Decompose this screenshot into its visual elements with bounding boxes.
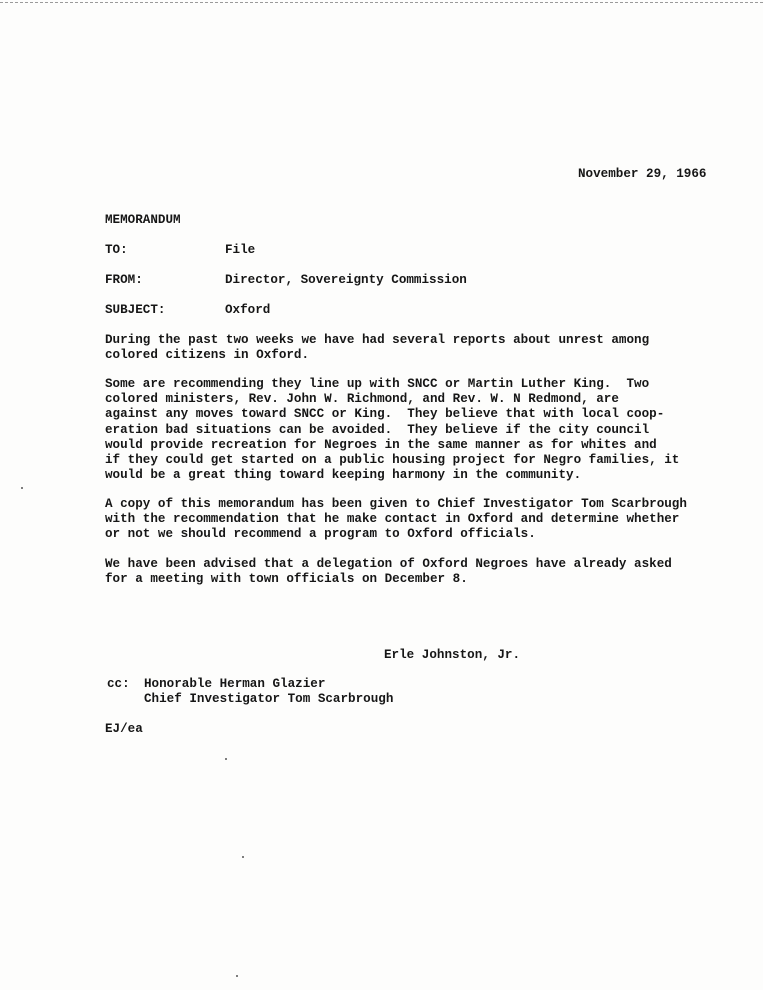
paragraph-2: Some are recommending they line up with SNCC or Martin Luther King. Two colored ministers, Rev. John W. Richmond, and Rev. W. N Redmond, are against any moves toward SNCC or King. They believe that with local coop- eration bad situations can be avoided. They believe if the city council would provide recreation for Negroes in the same manner as for whites and if they could get started on a public housing project for Negro families, it would be a great thing toward keeping harmony in the community. — [105, 377, 680, 483]
page-top-edge — [0, 2, 763, 3]
memo-date: November 29, 1966 — [578, 167, 707, 181]
scan-speck — [225, 758, 227, 760]
paragraph-3: A copy of this memorandum has been given to Chief Investigator Tom Scarbrough with the recommendation that he make contact in Oxford and determine whether or not we should recommend a program to Oxford officials. — [105, 497, 687, 542]
paragraph-4: We have been advised that a delegation of Oxford Negroes have already asked for a meeting with town officials on December 8. — [105, 557, 672, 587]
cc-label: cc: — [107, 677, 130, 691]
scan-speck — [236, 975, 238, 977]
paragraph-1: During the past two weeks we have had several reports about unrest among colored citizens in Oxford. — [105, 333, 650, 363]
scan-speck — [21, 487, 23, 489]
subject-value: Oxford — [225, 303, 271, 317]
to-label: TO: — [105, 243, 128, 257]
subject-label: SUBJECT: — [105, 303, 166, 317]
to-value: File — [225, 243, 256, 257]
scan-speck — [242, 856, 244, 858]
memo-heading: MEMORANDUM — [105, 213, 181, 227]
typist-initials: EJ/ea — [105, 722, 143, 736]
cc-recipient-1: Honorable Herman Glazier — [144, 677, 326, 691]
cc-recipient-2: Chief Investigator Tom Scarbrough — [144, 692, 394, 706]
from-value: Director, Sovereignty Commission — [225, 273, 467, 287]
from-label: FROM: — [105, 273, 143, 287]
signature: Erle Johnston, Jr. — [384, 648, 521, 662]
